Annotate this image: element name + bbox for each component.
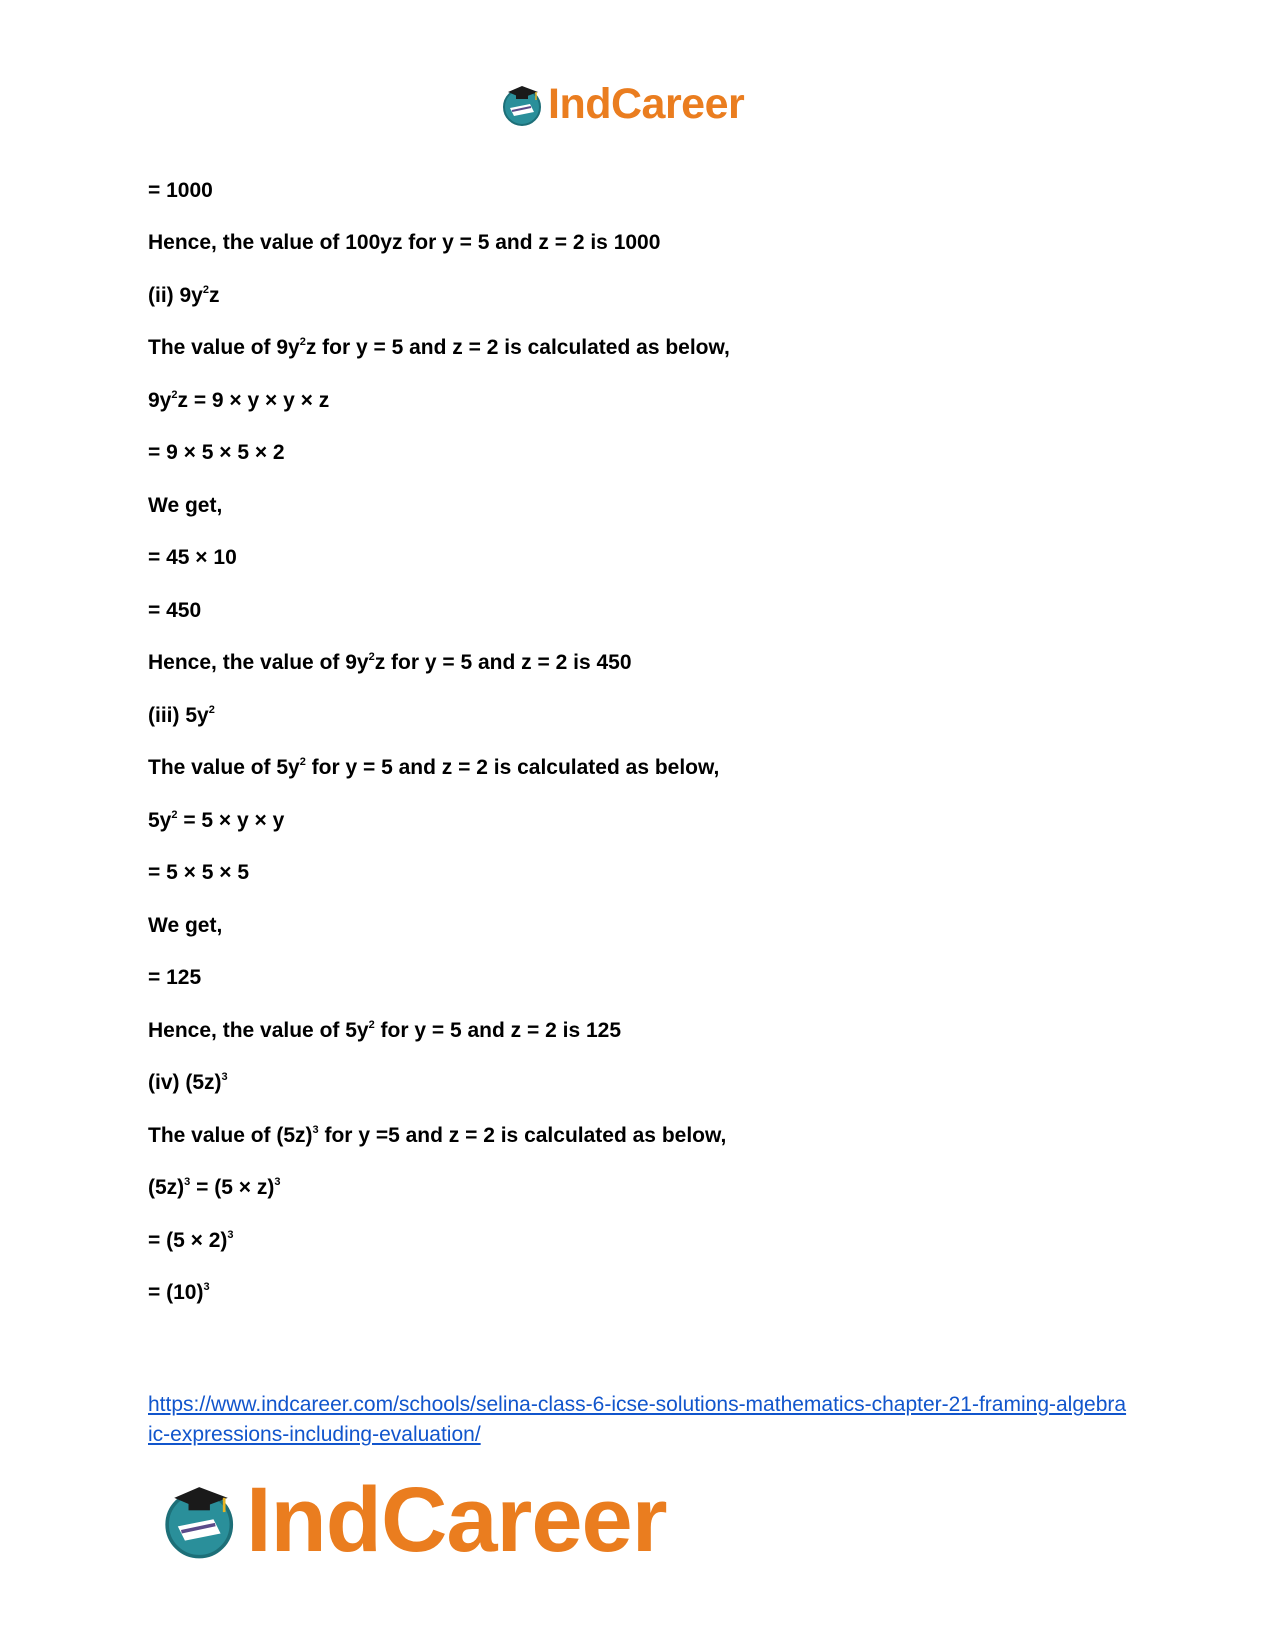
text-line: (iii) $5y^2$ <box>148 704 215 727</box>
text-line: = 5 × 5 × 5 <box>148 861 250 884</box>
logo-wordmark: IndCareer <box>548 80 745 128</box>
source-link[interactable]: https://www.indcareer.com/schools/selina-class-6-icse-solutions-mathematics-chapter-21-framing-algebraic-expressions-including-evaluation/ <box>148 1393 1127 1446</box>
graduation-globe-icon <box>160 1480 242 1562</box>
text-line: = 45 × 10 <box>148 546 237 569</box>
text-line: = 450 <box>148 599 202 622</box>
text-line: $5y^2 = 5 \times y \times y$ <box>148 809 285 832</box>
footer-logo <box>160 1468 667 1573</box>
text-line: $9y^2z = 9 \times y \times y \times z$ <box>148 389 330 412</box>
graduation-globe-icon <box>500 82 546 128</box>
text-line: Hence, the value of $9y^2z$ for y = 5 and z = 2 is 450 <box>148 651 632 674</box>
text-line: = 125 <box>148 966 202 989</box>
text-line: (ii) $9y^2z$ <box>148 284 220 307</box>
text-line: The value of $(5z)^3$ for y =5 and z = 2 is calculated as below, <box>148 1124 727 1147</box>
text-line: $(5z)^3 = (5 \times z)^3$ <box>148 1176 281 1199</box>
text-line: = $(10)^3$ <box>148 1281 210 1304</box>
logo-wordmark: IndCareer <box>246 1469 667 1571</box>
text-line: = 9 × 5 × 5 × 2 <box>148 441 285 464</box>
header-logo <box>500 80 744 129</box>
text-line: We get, <box>148 494 223 517</box>
text-line: The value of $5y^2$ for y = 5 and z = 2 is calculated as below, <box>148 756 720 779</box>
text-line: = 1000 <box>148 179 213 202</box>
text-line: = $(5 \times 2)^3$ <box>148 1229 234 1252</box>
text-line: Hence, the value of 100yz for y = 5 and z = 2 is 1000 <box>148 231 661 254</box>
text-line: The value of $9y^2z$ for y = 5 and z = 2 is calculated as below, <box>148 336 730 359</box>
text-line: We get, <box>148 914 223 937</box>
text-line: Hence, the value of $5y^2$ for y = 5 and z = 2 is 125 <box>148 1019 622 1042</box>
text-line: (iv) $(5z)^3$ <box>148 1071 228 1094</box>
